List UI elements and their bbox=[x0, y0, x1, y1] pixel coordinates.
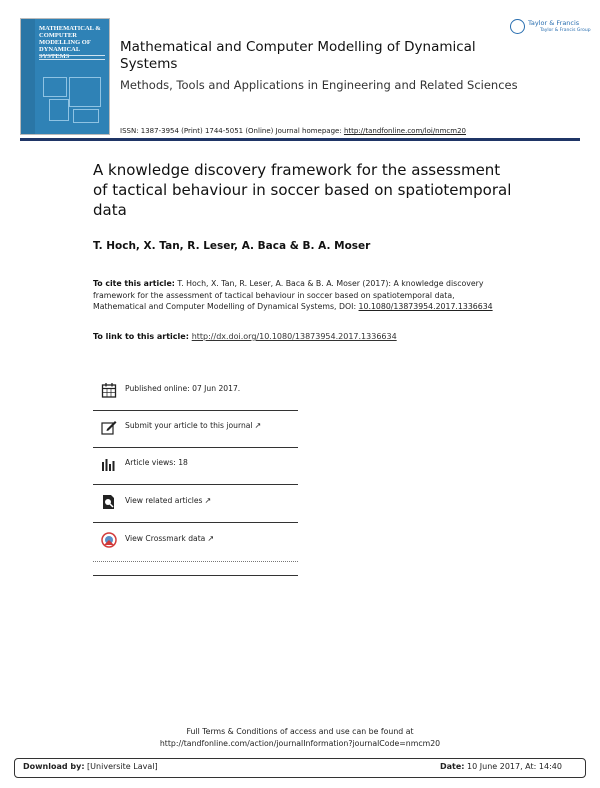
external-link-icon: ↗ bbox=[204, 496, 212, 505]
submit-article-label: Submit your article to this journal bbox=[125, 421, 253, 430]
crossmark-icon bbox=[101, 532, 117, 548]
journal-subtitle: Methods, Tools and Applications in Engineering and Related Sciences bbox=[120, 78, 518, 92]
issn-line bbox=[120, 127, 466, 135]
terms-line: Full Terms & Conditions of access and use can be found at bbox=[186, 727, 414, 736]
journal-cover-image bbox=[20, 18, 110, 135]
submit-article-text[interactable] bbox=[125, 421, 261, 430]
crossmark-text[interactable] bbox=[125, 534, 214, 543]
download-info-box bbox=[14, 758, 586, 778]
header-divider bbox=[20, 138, 580, 141]
published-online-row bbox=[93, 374, 298, 411]
article-views-row bbox=[93, 448, 298, 485]
date-label: Date: bbox=[440, 762, 465, 771]
calendar-icon bbox=[101, 382, 117, 398]
citation-text: T. Hoch, X. Tan, R. Leser, A. Baca & B. A. Moser (2017): A knowledge discovery framework for the assessment of tactical behaviour in soccer based on spatiotemporal data, Mathematical and Computer Modelling of Dynamical Systems, DOI: bbox=[93, 279, 484, 311]
edit-icon bbox=[101, 419, 117, 435]
journal-title: Mathematical and Computer Modelling of Dynamical Systems bbox=[120, 39, 476, 72]
publisher-logo[interactable] bbox=[510, 16, 591, 38]
submit-article-row[interactable] bbox=[93, 411, 298, 448]
article-authors: T. Hoch, X. Tan, R. Leser, A. Baca & B. A. Moser bbox=[93, 240, 371, 252]
row-divider bbox=[93, 484, 298, 485]
date-value: 10 June 2017, At: 14:40 bbox=[464, 762, 562, 771]
download-date bbox=[440, 762, 562, 771]
download-value: [Universite Laval] bbox=[84, 762, 158, 771]
terms-url[interactable]: http://tandfonline.com/action/journalInformation?journalCode=nmcm20 bbox=[159, 739, 441, 748]
download-by bbox=[23, 762, 158, 771]
logo-circle-icon bbox=[510, 19, 525, 34]
citation-block bbox=[93, 278, 493, 313]
row-divider bbox=[93, 522, 298, 523]
search-document-icon bbox=[101, 494, 117, 510]
article-views-text: Article views: 18 bbox=[125, 458, 188, 467]
bar-chart-icon bbox=[101, 456, 117, 472]
crossmark-row[interactable] bbox=[93, 524, 298, 561]
journal-homepage-link[interactable]: http://tandfonline.com/loi/nmcm20 bbox=[343, 127, 467, 135]
article-title: A knowledge discovery framework for the assessment of tactical behaviour in soccer based on spatiotemporal data bbox=[93, 161, 512, 219]
dotted-divider bbox=[93, 561, 298, 562]
published-online-text: Published online: 07 Jun 2017. bbox=[125, 384, 241, 393]
related-articles-text[interactable] bbox=[125, 496, 211, 505]
cover-strip bbox=[21, 19, 35, 134]
crossmark-label: View Crossmark data bbox=[125, 534, 206, 543]
related-articles-row[interactable] bbox=[93, 486, 298, 523]
external-link-icon: ↗ bbox=[254, 421, 262, 430]
issn-text: ISSN: 1387-3954 (Print) 1744-5051 (Online) Journal homepage: bbox=[120, 127, 344, 135]
article-link-url[interactable]: http://dx.doi.org/10.1080/13873954.2017.1336634 bbox=[191, 332, 397, 341]
logo-tagline: Taylor & Francis Group bbox=[540, 28, 591, 33]
cover-graphic bbox=[43, 77, 103, 123]
citation-label: To cite this article: bbox=[93, 279, 175, 288]
cover-rule bbox=[39, 55, 105, 60]
cover-title: MATHEMATICAL & COMPUTER MODELLING OF DYNAMICAL SYSTEMS bbox=[39, 25, 101, 60]
external-link-icon: ↗ bbox=[207, 534, 215, 543]
article-link-label: To link to this article: bbox=[93, 332, 192, 341]
download-label: Download by: bbox=[23, 762, 85, 771]
logo-name: Taylor & Francis bbox=[528, 19, 580, 27]
row-divider bbox=[93, 575, 298, 576]
related-articles-label: View related articles bbox=[125, 496, 203, 505]
citation-doi-link[interactable]: 10.1080/13873954.2017.1336634 bbox=[358, 302, 493, 311]
article-link-line bbox=[93, 332, 397, 341]
